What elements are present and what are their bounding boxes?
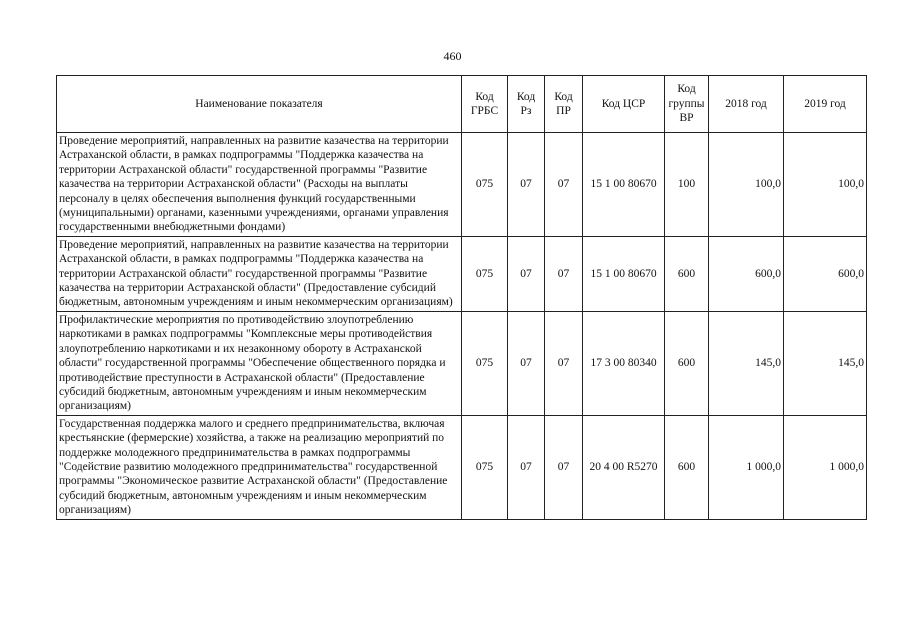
row-grbs: 075 xyxy=(462,311,508,415)
row-rz: 07 xyxy=(508,415,545,519)
row-2018: 145,0 xyxy=(709,311,784,415)
header-2019: 2019 год xyxy=(784,76,867,133)
table-row xyxy=(57,311,867,415)
page-number: 460 xyxy=(443,49,462,63)
row-pr: 07 xyxy=(545,311,583,415)
row-name: Проведение мероприятий, направленных на развитие казачества на территории Астраханской области, в рамках подпрограммы "Поддержка казачества на территории Астраханской области" государственной программы "Развитие казачества на территории Астраханской области" (Предоставление субсидий бюджетным, автономным учреждениям и иным некоммерческим организациям) xyxy=(57,236,462,311)
header-row xyxy=(57,76,867,133)
row-csr: 17 3 00 80340 xyxy=(583,311,665,415)
table-row xyxy=(57,236,867,311)
header-csr: Код ЦСР xyxy=(583,76,665,133)
header-name: Наименование показателя xyxy=(57,76,462,133)
row-csr: 15 1 00 80670 xyxy=(583,236,665,311)
row-pr: 07 xyxy=(545,236,583,311)
row-pr: 07 xyxy=(545,415,583,519)
row-csr: 20 4 00 R5270 xyxy=(583,415,665,519)
table-row xyxy=(57,415,867,519)
row-vr: 600 xyxy=(665,415,709,519)
row-2019: 600,0 xyxy=(784,236,867,311)
header-vr: Код группы ВР xyxy=(665,76,709,133)
row-grbs: 075 xyxy=(462,236,508,311)
row-rz: 07 xyxy=(508,133,545,237)
row-2018: 600,0 xyxy=(709,236,784,311)
row-2018: 100,0 xyxy=(709,133,784,237)
row-name: Профилактические мероприятия по противодействию злоупотреблению наркотиками в рамках подпрограммы "Комплексные меры противодействия злоупотреблению наркотиками и их незаконному обороту в Астраханской области" государственной программы "Обеспечение общественного порядка и противодействие преступности в Астраханской области" (Предоставление субсидий бюджетным, автономным учреждениям и иным некоммерческим организациям) xyxy=(57,311,462,415)
row-rz: 07 xyxy=(508,236,545,311)
header-rz: Код Рз xyxy=(508,76,545,133)
row-vr: 600 xyxy=(665,311,709,415)
table-row xyxy=(57,133,867,237)
header-2018: 2018 год xyxy=(709,76,784,133)
row-csr: 15 1 00 80670 xyxy=(583,133,665,237)
row-2019: 145,0 xyxy=(784,311,867,415)
row-name: Государственная поддержка малого и среднего предпринимательства, включая крестьянские (фермерские) хозяйства, а также на реализацию мероприятий по поддержке молодежного предпринимательства в рамках подпрограммы "Содействие развитию молодежного предпринимательства" государственной программы "Экономическое развитие Астраханской области" (Предоставление субсидий бюджетным, автономным учреждениям и иным некоммерческим организациям) xyxy=(57,415,462,519)
row-pr: 07 xyxy=(545,133,583,237)
row-2018: 1 000,0 xyxy=(709,415,784,519)
row-2019: 100,0 xyxy=(784,133,867,237)
header-pr: Код ПР xyxy=(545,76,583,133)
row-grbs: 075 xyxy=(462,133,508,237)
row-grbs: 075 xyxy=(462,415,508,519)
row-vr: 600 xyxy=(665,236,709,311)
row-vr: 100 xyxy=(665,133,709,237)
row-name: Проведение мероприятий, направленных на развитие казачества на территории Астраханской области, в рамках подпрограммы "Поддержка казачества на территории Астраханской области" государственной программы "Развитие казачества на территории Астраханской области" (Расходы на выплаты персоналу в целях обеспечения выполнения функций государственными (муниципальными) органами, казенными учреждениями, органами управления государственными внебюджетными фондами) xyxy=(57,133,462,237)
header-grbs: Код ГРБС xyxy=(462,76,508,133)
row-rz: 07 xyxy=(508,311,545,415)
row-2019: 1 000,0 xyxy=(784,415,867,519)
budget-table xyxy=(56,75,867,520)
